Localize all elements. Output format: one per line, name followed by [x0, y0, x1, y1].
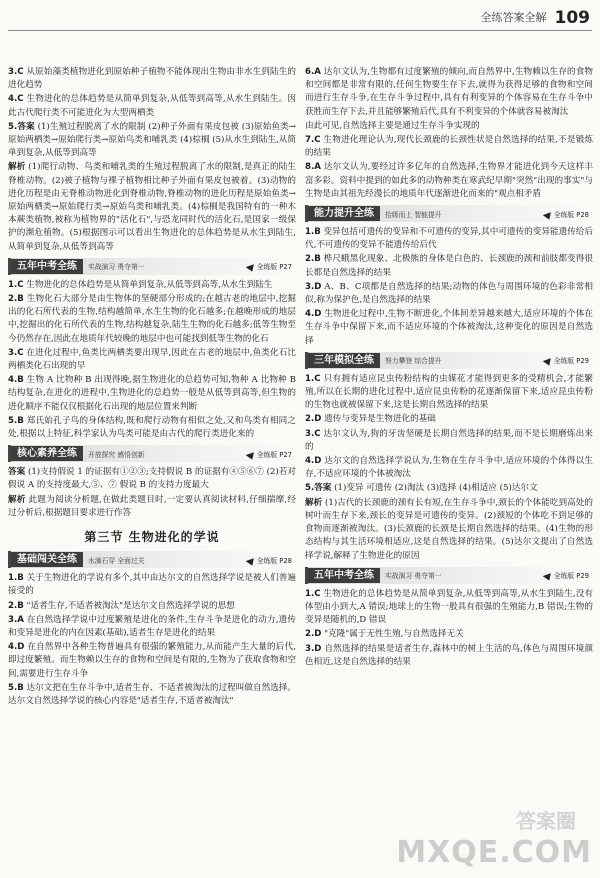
answer-item: 解析 (1)古代的长颈鹿的颈有长有短,在生存斗争中,颈长的个体能吃到高处的树叶而生存下来,颈长的变异是可遗传的变异。(2)颈短的个体吃不到足够的食物而逐渐被淘汰。(3)长颈鹿的长颈是长期自然选择的结果。(4)生物的形态结构与其生活环境相适应,这是自然选择的结果。(5)达尔文提出了自然选择学说,解释了生物进化的原因: [305, 497, 594, 561]
banner-ref: 全练版 P29: [544, 570, 589, 580]
answer-item: 1.C 生物进化的总体趋势是从简单到复杂,从低等到高等,从水生到陆生,没有体型由小到大,A 错误;地球上的生物一般具有很强的生殖能力,B 错误;生物的变异是随机的,D 错误: [305, 588, 593, 626]
answer-item: 1.C 生物进化的总体趋势是从简单到复杂,从低等到高等,从水生到陆生: [8, 279, 273, 290]
section-banner: [305, 205, 593, 222]
arrow-icon: [544, 571, 552, 579]
banner-subtitle: 实战演习 勇夺第一: [385, 572, 442, 581]
banner-title: 能力提升全练: [308, 206, 380, 221]
page-header: [481, 4, 591, 28]
left-column: [8, 66, 296, 709]
banner-title: 核心素养全练: [11, 446, 83, 461]
answer-item: 1.B 变异包括可遗传的变异和不可遗传的变异,其中可遗传的变异能遗传给后代,不可遗传的变异不能遗传给后代: [305, 227, 594, 251]
right-answers-top: [305, 66, 593, 201]
left-answers-basic: [8, 572, 296, 708]
answer-item: 5.B 郑氏始孔子鸟的身体结构,既和爬行动物有相似之处,又和鸟类有相同之处,根据以上特征,科学家认为鸟类可能是由古代的爬行类进化来的: [8, 415, 297, 440]
watermark: MXQE.COM: [396, 835, 592, 870]
watermark-sub: 答案圈: [516, 809, 576, 833]
banner-ref: 全练版 P29: [544, 355, 589, 365]
right-column: [305, 66, 593, 670]
arrow-icon: [247, 262, 255, 270]
answer-item: 3.C 达尔文认为,狗的牙齿坚硬是长期自然选择的结果,而不是长期磨炼出来的: [305, 428, 593, 452]
left-answers-mid: [8, 279, 296, 441]
answer-item: 1.C 只有拥有适应昆虫传粉结构的虫媒花才能得到更多的受精机会,才能繁殖,所以在长期的进化过程中,适应昆虫传粉的花逐渐保留下来,适应昆虫传粉的生物也就被保留下来,这是长期自然选择的结果: [305, 373, 594, 411]
answer-item: 3.D 自然选择的结果是适者生存,森林中的树上生活的鸟,体色与周围环境颜色相近,这是自然选择的结果: [305, 643, 594, 667]
section-banner: [8, 551, 296, 568]
left-answers-top: [8, 66, 296, 254]
answer-item: 4.D 达尔文的自然选择学说认为,生物在生存斗争中,适应环境的个体得以生存,不适应环境的个体被淘汰: [305, 456, 594, 480]
arrow-icon: [544, 210, 552, 218]
answer-item: 2.B "适者生存,不适者被淘汰"是达尔文自然选择学说的思想: [8, 600, 235, 611]
answer-item: 7.C 生物进化理论认为,现代长颈鹿的长颈性状是自然选择的结果,不是锻炼的结果: [305, 135, 593, 159]
page-number: 109: [554, 8, 590, 28]
arrow-icon: [247, 556, 255, 564]
answer-item: 3.C 从原始藻类植物进化到原始种子植物不能体现出生物由非水生到陆生的进化趋势: [8, 67, 296, 91]
banner-ref: 全练版 P28: [544, 209, 589, 219]
header-brand: 全练答案全解: [480, 11, 547, 24]
answer-item: 1.B 关于生物进化的学说有多个,其中由达尔文的自然选择学说是被人们普遍接受的: [8, 573, 297, 597]
answer-item: 2.D "克隆"属于无性生殖,与自然选择无关: [305, 629, 464, 640]
arrow-icon: [544, 356, 552, 364]
answer-item: 5.答案 (1)变异 可遗传 (2)淘汰 (3)选择 (4)相适应 (5)达尔文: [305, 483, 538, 494]
answer-item: 2.B 生物化石大部分是由生物体的坚硬部分形成的;在越古老的地层中,挖掘出的化石所代表的生物,结构越简单,水生生物的化石越多;在越晚形成的地层中,挖掘出的化石所代表的生物,结构越复杂,陆生生物的化石越多;低等生物至今仍然存在,因此在地质年代较晚的地层中也可能找到低等生物的化石: [8, 294, 296, 344]
banner-subtitle: 水滴石穿 全面过关: [88, 556, 145, 565]
right-answers-mid: [305, 226, 593, 348]
banner-ref: 全练版 P27: [247, 449, 292, 459]
banner-subtitle: 拾级而上 智能提升: [385, 210, 442, 219]
answer-item: 3.A 在自然选择学说中过度繁殖是进化的条件,生存斗争是进化的动力,遗传和变异是进化的内在因素(基础),适者生存是进化的结果: [8, 614, 296, 638]
answer-item: 8.A 达尔文认为,要经过许多亿年的自然选择,生物界才能进化到今天这样丰富多彩。资料中提到的如此多的动物种类在寒武纪早期"突然"出现的事实"与生物是由其祖先经漫长的地质年代逐渐进化而来的"观点相矛盾: [305, 162, 593, 199]
section-banner: [305, 352, 593, 369]
answer-item: 3.C 在进化过程中,鱼类比两栖类要出现早,因此在古老的地层中,鱼类化石比两栖类化石出现的早: [8, 347, 296, 372]
banner-ref: 全练版 P28: [247, 555, 292, 565]
section-banner: [8, 445, 296, 462]
answer-item: 5.B 达尔文把在生存斗争中,适者生存、不适者被淘汰的过程叫做自然选择。达尔文自然选择学说的核心内容是"适者生存,不适者被淘汰": [8, 682, 297, 706]
answer-item: 4.B 生物 A 比物种 B 出现得晚,据生物进化的总趋势可知,物种 A 比物种 B 结构复杂,在进化的进程中,生物进化的总趋势一般是从低等到高等,但生物的进化顺序不能仅仅根据化石出现的地层位置来判断: [8, 375, 296, 412]
answer-item: 4.D 生物进化过程中,生物不断进化,个体间差异越来越大,适应环境的个体在生存斗争中保留下来,而不适应环境的个体被淘汰,这种变化的原因是自然选择: [305, 309, 594, 346]
answer-item: 5.答案 (1)生殖过程脱离了水的限制 (2)种子外面有果皮包被 (3)原始鱼类→原始两栖类→原始爬行类→原始鸟类和哺乳类 (4)棕榈 (5)从水生到陆生,从简单到复杂,从低等到高等: [8, 121, 297, 159]
answer-item: 解析 (1)爬行动物、鸟类和哺乳类的生殖过程脱离了水的限制,是真正的陆生脊椎动物。(2)被子植物与裸子植物相比种子外面有果皮包被着。(3)动物的进化历程是由无脊椎动物进化到脊椎动物,脊椎动物的进化历程是原始鱼类→原始两栖类→原始爬行类→原始鸟类和哺乳类。(4)棕榈是我国特有的一种木本蕨类植物,被称为植物界的"活化石",与恐龙同时代的活化石,是国家一级保护的濒危植物。(5)根据图示可以看出生物进化的总体趋势是从水生到陆生,从简单到复杂,从低等到高等: [8, 162, 297, 252]
answer-item: 2.D 遗传与变异是生物进化的基础: [305, 414, 436, 425]
left-answers-core: [8, 466, 296, 520]
banner-title: 三年模拟全练: [308, 353, 380, 368]
banner-ref: 全练版 P27: [247, 261, 292, 271]
answer-item: 4.C 生物进化的总体趋势是从简单到复杂,从低等到高等,从水生到陆生。因此古代爬行类不可能进化为大型两栖类: [8, 94, 296, 118]
banner-subtitle: 实战演习 勇夺第一: [88, 263, 145, 272]
answer-item: 由此可见,自然选择主要是通过生存斗争实现的: [305, 120, 480, 131]
header-rule: [8, 30, 592, 31]
banner-title: 基础闯关全练: [11, 552, 83, 567]
answer-item: 6.A 达尔文认为,生物都有过度繁殖的倾向,而自然界中,生物赖以生存的食物和空间都是非常有限的,任何生物要生存下去,就得为获得足够的食物和空间而进行生存斗争,在生存斗争过程中,具有有利变异的个体容易在生存斗争中获胜而生存下去,并且能够繁殖后代,具有不利变异的个体就容易被淘汰: [305, 67, 594, 117]
answer-item: 答案 (1)支持假说 1 的证据有①②③;支持假说 B 的证据有④⑤⑥⑦ (2)若对假说 A 的支持度最大,⑤、⑦ 假说 B 的支持力度最大: [8, 467, 296, 491]
right-answers-mock: [305, 373, 593, 563]
answer-item: 2.B 桦尺蛾黑化现象、北极熊的身体是白色的、长颈鹿的颈和前肢都变得很长都是自然选择的结果: [305, 254, 593, 278]
section-title: 第三节 生物进化的学说: [84, 530, 220, 545]
arrow-icon: [247, 450, 255, 458]
banner-title: 五年中考全练: [308, 568, 380, 583]
answer-item: 解析 此题为阅读分析题,在做此类题目时,一定要认真阅读材料,仔细揣摩,经过分析后,根据题目要求进行作答: [8, 494, 296, 518]
banner-subtitle: 努力攀登 综合提升: [385, 357, 442, 366]
section-banner: [8, 258, 296, 275]
right-answers-exam: [305, 588, 593, 669]
answer-item: 3.D A、B、C项都是自然选择的结果;动物的体色与周围环境的色彩非常相似,称为保护色,是自然选择的结果: [305, 281, 594, 306]
answer-item: 4.D 在自然界中各种生物普遍具有很强的繁殖能力,从而能产生大量的后代,即过度繁殖。而生物赖以生存的食物和空间是有限的,生物为了获取食物和空间,需要进行生存斗争: [8, 642, 297, 679]
banner-subtitle: 开放探究 感悟创新: [88, 450, 145, 459]
banner-title: 五年中考全练: [11, 259, 83, 274]
section-banner: [305, 567, 593, 584]
